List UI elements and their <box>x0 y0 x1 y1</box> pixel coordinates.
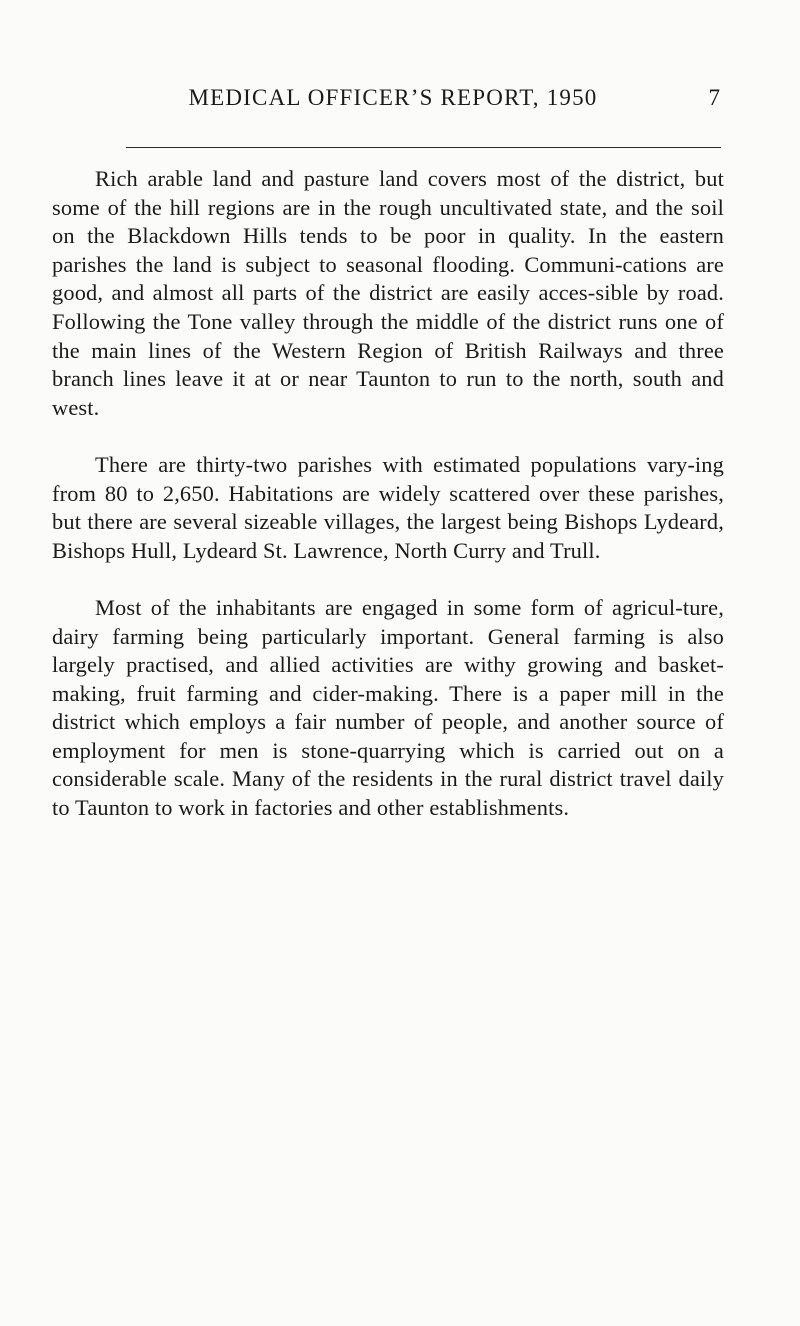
page-title: MEDICAL OFFICER’S REPORT, 1950 <box>188 85 598 110</box>
running-header <box>62 82 724 122</box>
paragraph-land-and-communications: Rich arable land and pasture land covers most of the district, but some of the hill regions are in the rough uncultivated state, and the soil on the Blackdown Hills tends to be poor in quality. In the eastern parishes the land is subject to seasonal flooding. Communi-cations are good, and almost all parts of the district are easily acces-sible by road. Following the Tone valley through the middle of the district runs one of the main lines of the Western Region of British Railways and three branch lines leave it at or near Taunton to run to the north, south and west. <box>52 166 724 420</box>
page-number: 7 <box>708 85 720 110</box>
body-text <box>52 165 724 851</box>
paragraph-employment: Most of the inhabitants are engaged in some form of agricul-ture, dairy farming being particularly important. General farming is also largely practised, and allied activities are withy growing and basket-making, fruit farming and cider-making. There is a paper mill in the district which employs a fair number of people, and another source of employment for men is stone-quarrying which is carried out on a considerable scale. Many of the residents in the rural district travel daily to Taunton to work in factories and other establishments. <box>52 594 724 821</box>
header-rule <box>126 147 721 148</box>
paragraph-parishes: There are thirty-two parishes with estimated populations vary-ing from 80 to 2,650. Habitations are widely scattered over these parishes, but there are several sizeable villages, the largest being Bishops Lydeard, Bishops Hull, Lydeard St. Lawrence, North Curry and Trull. <box>52 451 724 563</box>
